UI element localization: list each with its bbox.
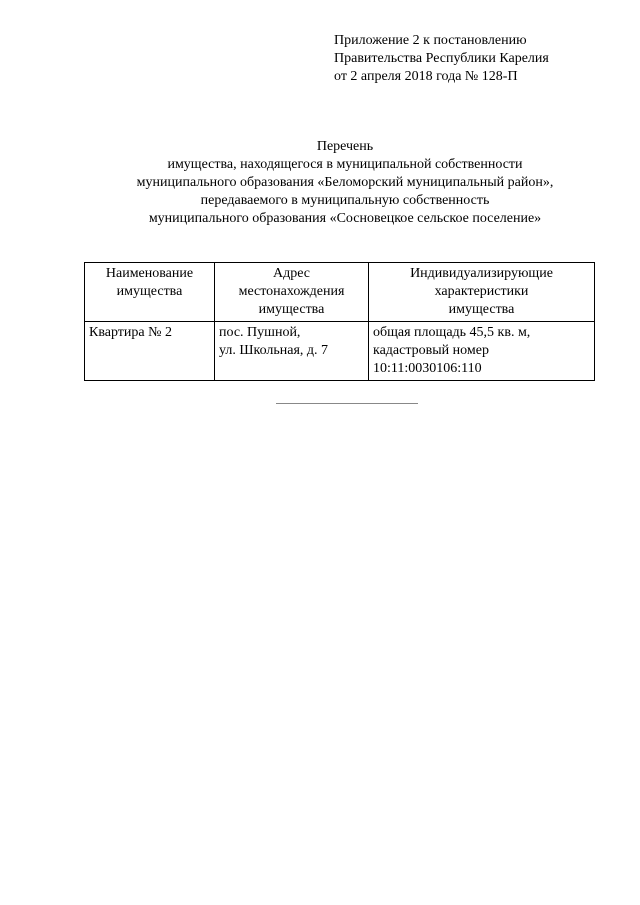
table-row bbox=[85, 322, 595, 381]
title-line-1: Перечень bbox=[316, 139, 374, 154]
cell-text: Квартира № 2 bbox=[89, 325, 172, 340]
header-property-address bbox=[215, 263, 369, 322]
appendix-line-2: Правительства Республики Карелия bbox=[334, 51, 549, 66]
cell-property-address bbox=[215, 322, 369, 381]
header-text: Наименование bbox=[105, 266, 194, 281]
title-line-2: имущества, находящегося в муниципальной собственности bbox=[167, 157, 523, 172]
header-text: местонахождения bbox=[238, 284, 345, 299]
appendix-reference bbox=[334, 32, 549, 86]
appendix-line-1: Приложение 2 к постановлению bbox=[334, 33, 527, 48]
header-text: имущества bbox=[258, 302, 325, 317]
header-property-characteristics bbox=[369, 263, 595, 322]
header-text: имущества bbox=[448, 302, 515, 317]
property-table bbox=[84, 262, 595, 381]
table-header-row bbox=[85, 263, 595, 322]
appendix-line-3: от 2 апреля 2018 года № 128-П bbox=[334, 69, 518, 84]
title-line-5: муниципального образования «Сосновецкое сельское поселение» bbox=[148, 211, 542, 226]
cell-property-name bbox=[85, 322, 215, 381]
cell-text: кадастровый номер bbox=[373, 343, 489, 358]
title-line-3: муниципального образования «Беломорский муниципальный район», bbox=[136, 175, 554, 190]
header-text: Индивидуализирующие bbox=[410, 266, 553, 281]
header-text: Адрес bbox=[272, 266, 310, 281]
cell-text: общая площадь 45,5 кв. м, bbox=[373, 325, 531, 340]
header-text: характеристики bbox=[434, 284, 529, 299]
cell-text: пос. Пушной, bbox=[219, 325, 301, 340]
header-text: имущества bbox=[116, 284, 183, 299]
document-title bbox=[0, 138, 640, 228]
cell-text: ул. Школьная, д. 7 bbox=[219, 343, 329, 358]
cell-text: 10:11:0030106:110 bbox=[373, 361, 482, 376]
closing-divider bbox=[276, 403, 418, 404]
title-line-4: передаваемого в муниципальную собственность bbox=[200, 193, 490, 208]
cell-property-characteristics bbox=[369, 322, 595, 381]
header-property-name bbox=[85, 263, 215, 322]
